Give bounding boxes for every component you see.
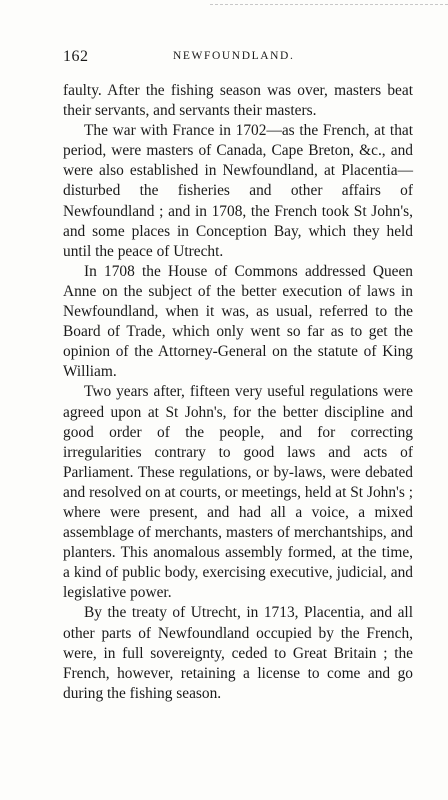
body-text	[63, 81, 413, 704]
running-title: NEWFOUNDLAND.	[173, 50, 295, 62]
page-number: 162	[63, 48, 89, 65]
running-head	[63, 48, 413, 68]
paragraph-continuation: faulty. After the fishing season was over, masters beat their servants, and servants their masters.	[63, 82, 413, 120]
paragraph-regulations: Two years after, fifteen very useful regulations were agreed upon at St John's, for the better discipline and good order of the people, and for correcting irregularities contrary to good laws and acts of Parliament. These regulations, or by-laws, were debated and resolved on at courts, or meetings, held at St John's ; where were present, and had all a voice, a mixed assemblage of merchants, masters of merchantships, and planters. This anomalous assembly formed, at the time, a kind of public body, exercising executive, judicial, and legislative power.	[63, 383, 413, 602]
top-edge-rule	[210, 4, 448, 5]
paragraph-treaty-of-utrecht: By the treaty of Utrecht, in 1713, Placentia, and all other parts of Newfoundland occupied by the French, were, in full sovereignty, ceded to Great Britain ; the French, however, retaining a license to come and go during the fishing season.	[63, 604, 413, 702]
paragraph-war-with-france: The war with France in 1702—as the French, at that period, were masters of Canada, Cape Breton, &c., and were also established in Newfoundland, at Placentia—disturbed the fisheries and other affairs of Newfoundland ; and in 1708, the French took St John's, and some places in Conception Bay, which they held until the peace of Utrecht.	[63, 122, 413, 260]
paragraph-house-of-commons: In 1708 the House of Commons addressed Queen Anne on the subject of the better execution of laws in Newfoundland, when it was, as usual, referred to the Board of Trade, which only went so far as to get the opinion of the Attorney-General on the statute of King William.	[63, 262, 413, 381]
